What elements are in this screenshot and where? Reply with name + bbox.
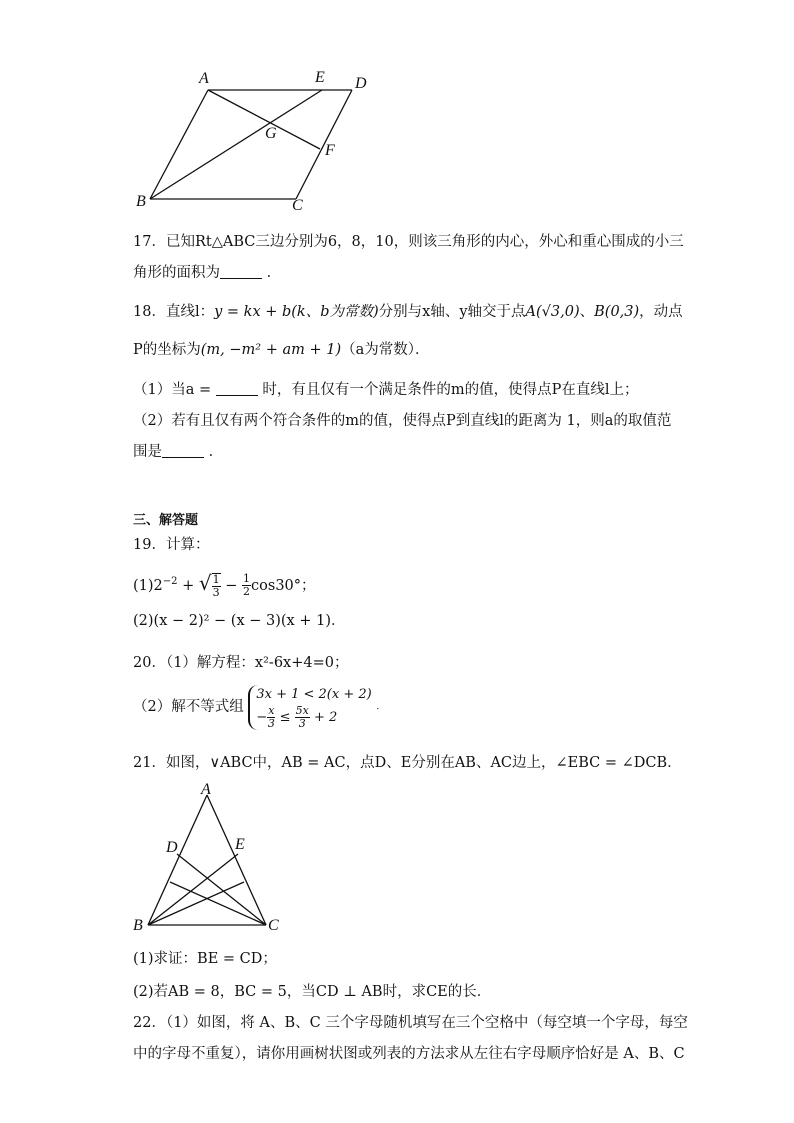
q18-line1	[133, 301, 683, 323]
q19-sqrt-den: 3	[212, 585, 220, 599]
answer-blank	[216, 381, 258, 396]
q18-part2-line1: （2）若有且仅有两个符合条件的m的值，使得点P到直线l的距离为 1，则a的取值范	[133, 413, 672, 429]
segment-be	[148, 854, 238, 925]
label-g: G	[265, 125, 277, 142]
answer-blank	[162, 443, 204, 458]
q18-point-b: B(0,3)	[594, 304, 640, 320]
inequality-system	[248, 685, 371, 730]
q17-line2-text: 角形的面积为	[133, 265, 220, 281]
side-cd	[296, 90, 352, 199]
q19-part1	[133, 568, 316, 600]
q18-part2-line2	[133, 441, 223, 463]
side-ab	[150, 90, 208, 199]
ineq2-frac2	[295, 705, 310, 730]
label-e: E	[235, 836, 245, 853]
q19-half-num: 1	[243, 572, 251, 586]
label-b: B	[133, 917, 143, 934]
q17-line1: 17．已知Rt△ABC三边分别为6，8，10，则该三角形的内心，外心和重心围成的小三	[133, 234, 684, 250]
segment-cd	[177, 854, 266, 925]
q18-p-coord: (m, −m² + am + 1)	[200, 342, 342, 358]
q19-part1-prefix: (1)	[133, 577, 154, 594]
q19-title: 19．计算：	[133, 537, 210, 553]
q18-sep: 、	[579, 304, 595, 320]
ineq2-le: ≤	[279, 709, 291, 725]
q20-part1: 20．（1）解方程：x²-6x+4=0；	[133, 655, 349, 671]
q18-equation: y = kx + b(k、b为常数)	[214, 304, 379, 320]
q18-part2-end: ．	[208, 444, 224, 460]
q20-dot: ．	[376, 702, 386, 712]
q19-half-fraction	[242, 573, 251, 598]
ineq2-plus: + 2	[314, 709, 338, 725]
q18-part1	[133, 379, 639, 401]
ineq2-frac1	[267, 705, 275, 730]
ineq2-frac2-den: 3	[298, 716, 306, 730]
inequality-1: 3x + 1 < 2(x + 2)	[256, 686, 372, 702]
q17-line2	[133, 262, 281, 284]
q20-part2-label: （2）解不等式组	[133, 699, 244, 715]
q21-part1: (1)求证：BE = CD；	[133, 951, 277, 967]
label-c: C	[292, 197, 303, 214]
q19-exponent: −2	[162, 576, 178, 587]
label-d: D	[166, 839, 178, 856]
q18-part1-a: （1）当a =	[133, 382, 212, 398]
q18-point-a: A(√3,0)	[525, 304, 580, 320]
segment-af	[208, 90, 320, 149]
q18-part1-b: 时，有且仅有一个满足条件的m的值，使得点P在直线l上；	[262, 382, 639, 398]
q20-part2	[133, 684, 385, 730]
label-f: F	[325, 142, 335, 159]
triangle-figure	[140, 790, 280, 935]
inequality-2	[256, 705, 371, 730]
answer-blank	[220, 264, 262, 279]
q19-plus: +	[182, 577, 195, 594]
parallelogram-figure	[130, 66, 390, 216]
q22-line1: 22．（1）如图，将 A、B、C 三个字母随机填写在三个空格中（每空填一个字母，每空	[133, 1015, 688, 1031]
q18-const: （a为常数）．	[341, 342, 430, 358]
segment-bc-aux	[148, 882, 244, 925]
label-b: B	[136, 193, 146, 210]
q19-half-den: 2	[243, 585, 251, 599]
sqrt-symbol: √	[198, 570, 212, 595]
q21-part2: (2)若AB = 8，BC = 5，当CD ⊥ AB时，求CE的长．	[133, 984, 492, 1000]
label-c: C	[268, 917, 279, 934]
section-heading: 三、解答题	[133, 513, 199, 528]
q22-line2: 中的字母不重复），请你用画树状图或列表的方法求从左往右字母顺序恰好是 A、B、C	[133, 1046, 685, 1062]
q18-part2-line2-text: 围是	[133, 444, 162, 460]
segment-be	[150, 90, 322, 199]
label-a: A	[201, 781, 211, 798]
q18-axes: 分别与x轴、y轴交于点	[378, 304, 526, 320]
q19-cos: cos30°；	[251, 577, 316, 594]
q18-intro: 18．直线l：	[133, 304, 215, 320]
q19-minus: −	[225, 577, 238, 594]
ineq2-frac2-num: 5x	[295, 703, 309, 717]
side-ac	[207, 795, 266, 925]
q18-moving: ，动点	[639, 304, 683, 320]
segment-cb-aux	[170, 882, 266, 925]
q19-sqrt-num: 1	[212, 572, 220, 586]
label-a: A	[199, 70, 209, 87]
ineq2-frac1-num: x	[268, 703, 275, 717]
q19-part2: (2)(x − 2)² − (x − 3)(x + 1)．	[133, 613, 346, 629]
q18-p-coord-label: P的坐标为	[133, 342, 201, 358]
q21-stem: 21．如图，∨ABC中，AB = AC，点D、E分别在AB、AC边上，∠EBC = ∠DCB．	[133, 755, 682, 771]
q18-line2	[133, 339, 430, 361]
q19-base: 2	[153, 577, 163, 594]
ineq2-frac1-den: 3	[267, 716, 275, 730]
side-ab	[148, 795, 207, 925]
label-d: D	[355, 75, 367, 92]
q19-sqrt-fraction	[212, 573, 221, 599]
label-e: E	[315, 69, 325, 86]
ineq2-minus: −	[256, 709, 268, 725]
q17-period: ．	[266, 265, 282, 281]
